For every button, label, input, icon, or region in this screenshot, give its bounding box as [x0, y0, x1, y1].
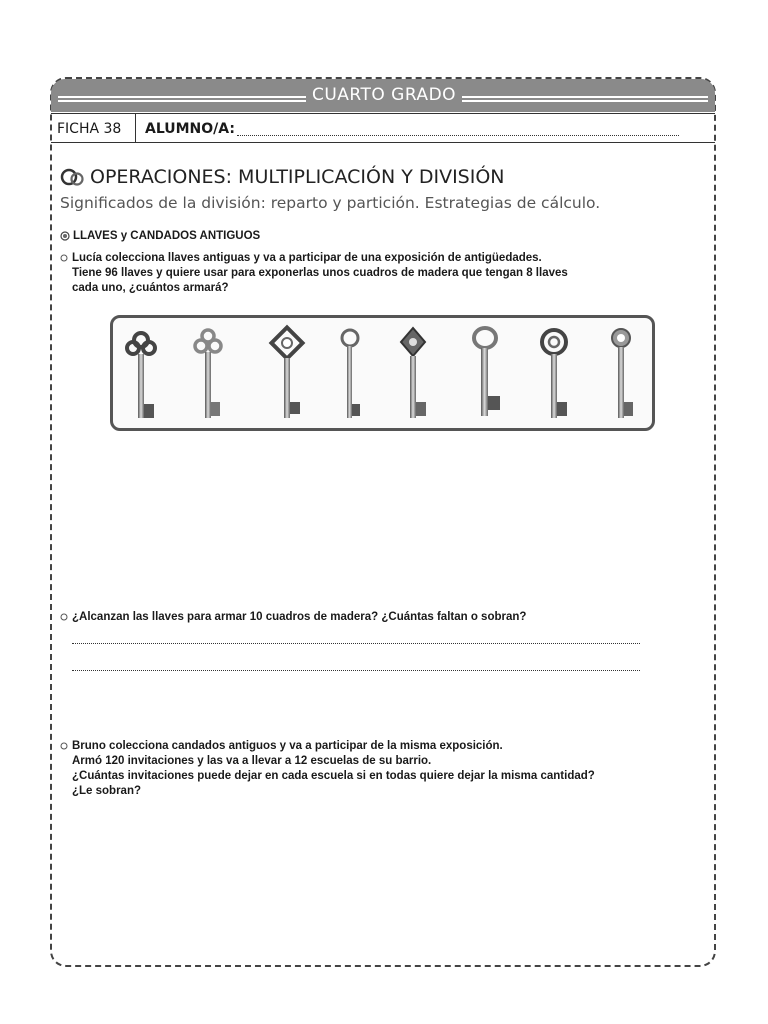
question-3-line: Bruno colecciona candados antiguos y va a participar de la misma exposición. [72, 740, 503, 752]
section-subtitle: Significados de la división: reparto y partición. Estrategias de cálculo. [60, 194, 601, 212]
answer-line[interactable] [72, 643, 640, 644]
antique-key-icon [474, 328, 500, 416]
question-3-line: ¿Cuántas invitaciones puede dejar en cada escuela si en todas quiere dejar la misma cantidad? [72, 770, 595, 782]
bullet-icon [60, 742, 68, 750]
antique-key-icon [127, 333, 155, 418]
antique-key-icon [271, 327, 302, 418]
question-3 [60, 739, 595, 799]
ficha-number: FICHA 38 [57, 121, 122, 137]
question-1-line: Lucía colecciona llaves antiguas y va a participar de una exposición de antigüedades. [72, 252, 542, 264]
student-name-field[interactable] [237, 135, 679, 136]
antique-key-icon [342, 330, 360, 418]
question-2-text: ¿Alcanzan las llaves para armar 10 cuadros de madera? ¿Cuántas faltan o sobran? [72, 611, 527, 623]
section-title [60, 166, 505, 188]
topic-heading [60, 230, 260, 242]
answer-line[interactable] [72, 670, 640, 671]
grade-title-wrap [0, 84, 768, 106]
topic-heading-text: LLAVES y CANDADOS ANTIGUOS [73, 230, 261, 242]
keys-drawing [113, 318, 652, 428]
bullet-icon [60, 613, 68, 621]
question-1-line: Tiene 96 llaves y quiere usar para exponerlas unos cuadros de madera que tengan 8 llaves [72, 267, 568, 279]
section-title-text: OPERACIONES: MULTIPLICACIÓN Y DIVISIÓN [90, 166, 505, 188]
question-3-line: Armó 120 invitaciones y las va a llevar a 12 escuelas de su barrio. [72, 755, 432, 767]
question-2 [60, 610, 526, 625]
id-row-divider [135, 114, 136, 143]
bullet-icon [60, 254, 68, 262]
grade-title: CUARTO GRADO [306, 84, 462, 106]
question-1-line: cada uno, ¿cuántos armará? [72, 282, 229, 294]
student-id-row [51, 113, 715, 143]
operations-icon [60, 167, 86, 187]
alumno-label: ALUMNO/A: [145, 121, 235, 137]
antique-key-icon [612, 329, 633, 418]
antique-key-icon [195, 330, 221, 418]
question-3-line: ¿Le sobran? [72, 785, 142, 797]
antique-key-icon [542, 330, 567, 418]
bullet-icon [60, 231, 70, 241]
question-1 [60, 251, 568, 296]
antique-key-icon [401, 328, 426, 418]
antique-keys-illustration [110, 315, 655, 431]
